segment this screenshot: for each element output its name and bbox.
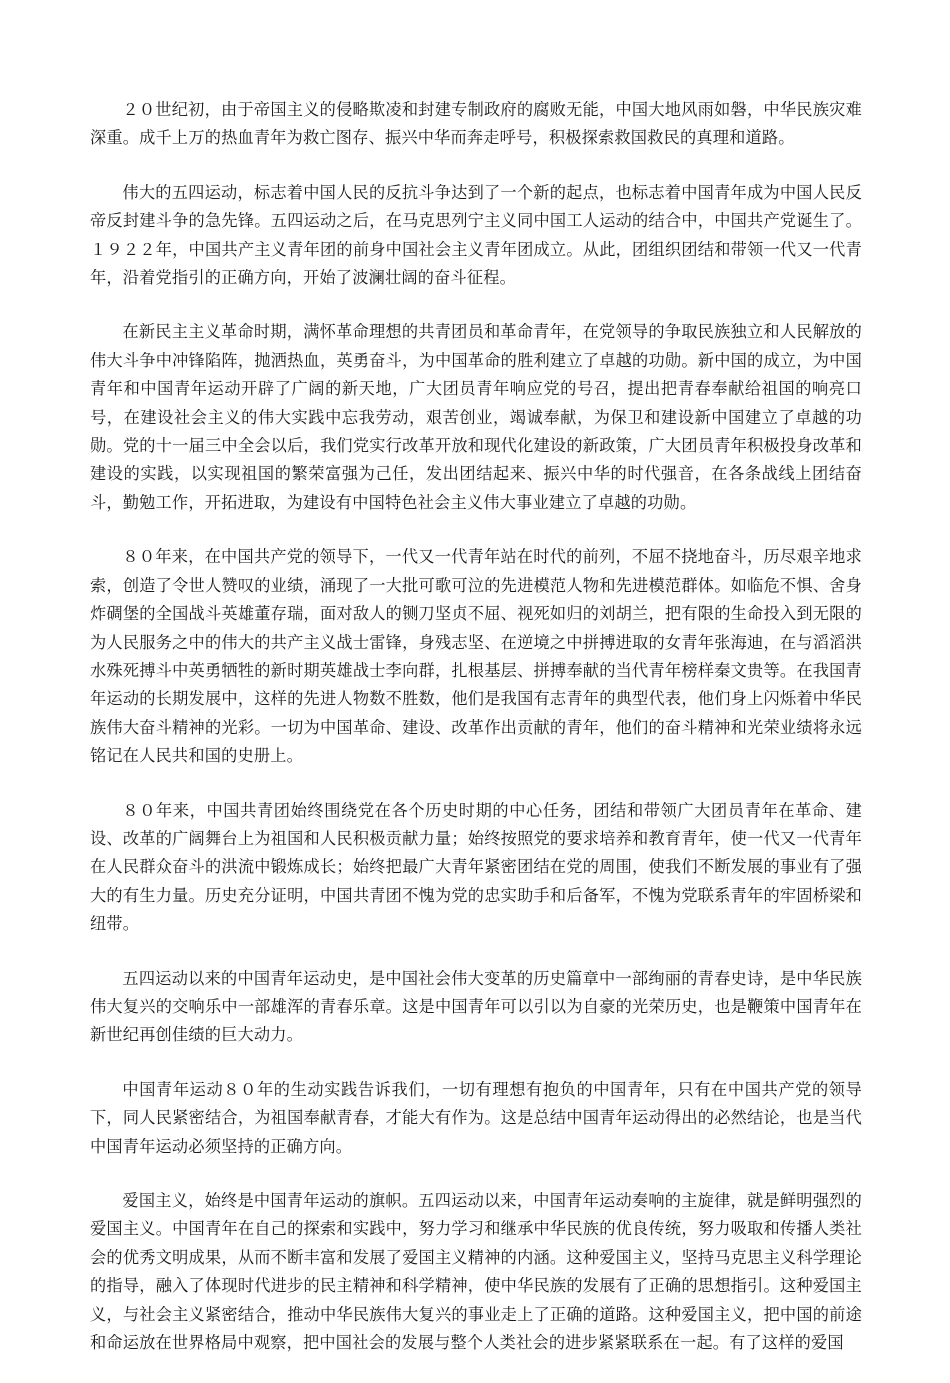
paragraph-4: ８０年来，在中国共产党的领导下，一代又一代青年站在时代的前列，不屈不挠地奋斗，历尽艰辛地求索，创造了令世人赞叹的业绩，涌现了一大批可歌可泣的先进模范人物和先进模范群体。如临危不惧、舍身炸碉堡的全国战斗英雄董存瑞，面对敌人的铡刀坚贞不屈、视死如归的刘胡兰，把有限的生命投入到无限的为人民服务之中的伟大的共产主义战士雷锋，身残志坚、在逆境之中拼搏进取的女青年张海迪，在与滔滔洪水殊死搏斗中英勇牺牲的新时期英雄战士李向群，扎根基层、拼搏奉献的当代青年榜样秦文贵等。在我国青年运动的长期发展中，这样的先进人物数不胜数，他们是我国有志青年的典型代表，他们身上闪烁着中华民族伟大奋斗精神的光彩。一切为中国革命、建设、改革作出贡献的青年，他们的奋斗精神和光荣业绩将永远铭记在人民共和国的史册上。 (90, 547, 862, 766)
paragraph-3: 在新民主主义革命时期，满怀革命理想的共青团员和革命青年，在党领导的争取民族独立和人民解放的伟大斗争中冲锋陷阵，抛洒热血，英勇奋斗，为中国革命的胜利建立了卓越的功勋。新中国的成立，为中国青年和中国青年运动开辟了广阔的新天地，广大团员青年响应党的号召，提出把青春奉献给祖国的响亮口号，在建设社会主义的伟大实践中忘我劳动，艰苦创业，竭诚奉献，为保卫和建设新中国建立了卓越的功勋。党的十一届三中全会以后，我们党实行改革开放和现代化建设的新政策，广大团员青年积极投身改革和建设的实践，以实现祖国的繁荣富强为己任，发出团结起来、振兴中华的时代强音，在各条战线上团结奋斗，勤勉工作，开拓进取，为建设有中国特色社会主义伟大事业建立了卓越的功勋。 (90, 322, 862, 512)
paragraph-6: 五四运动以来的中国青年运动史，是中国社会伟大变革的历史篇章中一部绚丽的青春史诗，是中华民族伟大复兴的交响乐中一部雄浑的青春乐章。这是中国青年可以引以为自豪的光荣历史，也是鞭策中国青年在新世纪再创佳绩的巨大动力。 (90, 968, 862, 1045)
paragraph-5: ８０年来，中国共青团始终围绕党在各个历史时期的中心任务，团结和带领广大团员青年在革命、建设、改革的广阔舞台上为祖国和人民积极贡献力量；始终按照党的要求培养和教育青年，使一代又一代青年在人民群众奋斗的洪流中锻炼成长；始终把最广大青年紧密团结在党的周围，使我们不断发展的事业有了强大的有生力量。历史充分证明，中国共青团不愧为党的忠实助手和后备军，不愧为党联系青年的牢固桥梁和纽带。 (90, 800, 862, 934)
document-body (90, 96, 862, 1383)
paragraph-1: ２０世纪初，由于帝国主义的侵略欺凌和封建专制政府的腐败无能，中国大地风雨如磐，中华民族灾难深重。成千上万的热血青年为救亡图存、振兴中华而奔走呼号，积极探索救国救民的真理和道路。 (90, 100, 862, 148)
paragraph-2: 伟大的五四运动，标志着中国人民的反抗斗争达到了一个新的起点，也标志着中国青年成为中国人民反帝反封建斗争的急先锋。五四运动之后，在马克思列宁主义同中国工人运动的结合中，中国共产党诞生了。１９２２年，中国共产主义青年团的前身中国社会主义青年团成立。从此，团组织团结和带领一代又一代青年，沿着党指引的正确方向，开始了波澜壮阔的奋斗征程。 (90, 182, 862, 288)
paragraph-7: 中国青年运动８０年的生动实践告诉我们，一切有理想有抱负的中国青年，只有在中国共产党的领导下，同人民紧密结合，为祖国奉献青春，才能大有作为。这是总结中国青年运动得出的必然结论，也是当代中国青年运动必须坚持的正确方向。 (90, 1079, 862, 1156)
paragraph-8: 爱国主义，始终是中国青年运动的旗帜。五四运动以来，中国青年运动奏响的主旋律，就是鲜明强烈的爱国主义。中国青年在自己的探索和实践中，努力学习和继承中华民族的优良传统，努力吸取和传播人类社会的优秀文明成果，从而不断丰富和发展了爱国主义精神的内涵。这种爱国主义，坚持马克思主义科学理论的指导，融入了体现时代进步的民主精神和科学精神，使中华民族的发展有了正确的思想指引。这种爱国主义，与社会主义紧密结合，推动中华民族伟大复兴的事业走上了正确的道路。这种爱国主义，把中国的前途和命运放在世界格局中观察，把中国社会的发展与整个人类社会的进步紧紧联系在一起。有了这样的爱国 (90, 1191, 862, 1353)
